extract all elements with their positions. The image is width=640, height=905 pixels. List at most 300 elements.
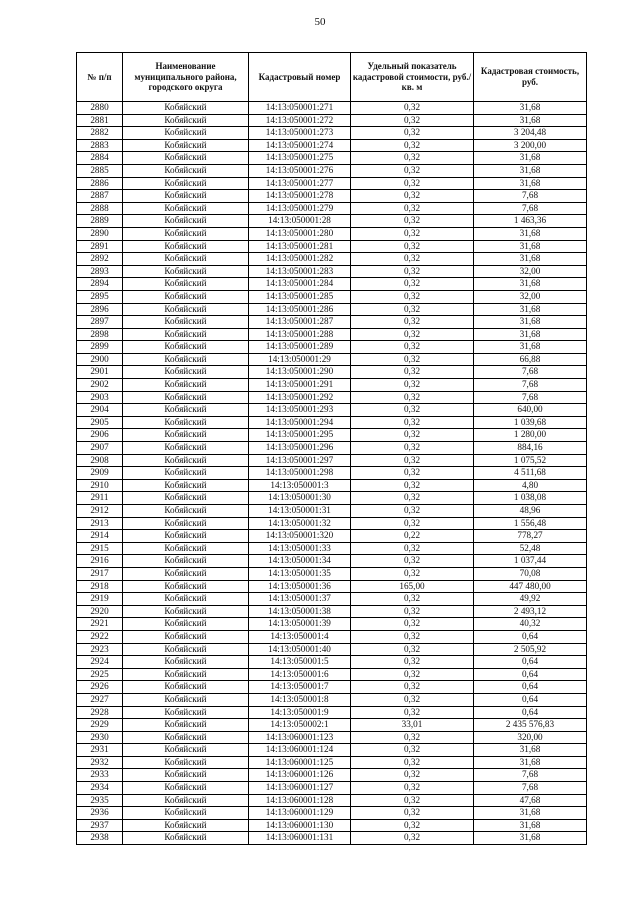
cadastral-value-cell: 31,68 [474, 102, 587, 115]
district-cell: Кобяйский [123, 190, 249, 203]
table-row [77, 102, 587, 115]
table-row [77, 605, 587, 618]
specific-value-cell: 0,32 [351, 731, 474, 744]
row-number-cell: 2913 [77, 517, 123, 530]
table-row [77, 492, 587, 505]
specific-value-cell: 0,32 [351, 290, 474, 303]
cadastral-value-cell: 3 200,00 [474, 139, 587, 152]
row-number-cell: 2903 [77, 391, 123, 404]
cadastral-value-cell: 48,96 [474, 505, 587, 518]
table-row [77, 819, 587, 832]
specific-value-cell: 0,32 [351, 202, 474, 215]
district-cell: Кобяйский [123, 353, 249, 366]
table-row [77, 202, 587, 215]
district-cell: Кобяйский [123, 102, 249, 115]
cadastral-number-cell: 14:13:050001:6 [249, 668, 351, 681]
cadastral-number-cell: 14:13:050001:292 [249, 391, 351, 404]
cadastral-value-cell: 31,68 [474, 756, 587, 769]
cadastral-value-cell: 0,64 [474, 668, 587, 681]
cadastral-number-cell: 14:13:050001:297 [249, 454, 351, 467]
cadastral-number-cell: 14:13:050001:282 [249, 253, 351, 266]
table-row [77, 341, 587, 354]
cadastral-number-cell: 14:13:060001:129 [249, 807, 351, 820]
district-cell: Кобяйский [123, 492, 249, 505]
cadastral-value-cell: 32,00 [474, 290, 587, 303]
specific-value-cell: 0,32 [351, 807, 474, 820]
cadastral-number-cell: 14:13:050001:8 [249, 693, 351, 706]
header-district: Наименование муниципального района, городского округа [123, 53, 249, 102]
table-row [77, 227, 587, 240]
district-cell: Кобяйский [123, 731, 249, 744]
cadastral-value-cell: 31,68 [474, 227, 587, 240]
cadastral-value-cell: 447 480,00 [474, 580, 587, 593]
row-number-cell: 2885 [77, 164, 123, 177]
table-row [77, 290, 587, 303]
district-cell: Кобяйский [123, 164, 249, 177]
table-row [77, 164, 587, 177]
district-cell: Кобяйский [123, 819, 249, 832]
cadastral-value-cell: 0,64 [474, 706, 587, 719]
row-number-cell: 2921 [77, 618, 123, 631]
district-cell: Кобяйский [123, 756, 249, 769]
specific-value-cell: 0,32 [351, 832, 474, 845]
specific-value-cell: 0,32 [351, 215, 474, 228]
specific-value-cell: 0,32 [351, 416, 474, 429]
table-row [77, 114, 587, 127]
specific-value-cell: 0,32 [351, 744, 474, 757]
cadastral-number-cell: 14:13:050001:33 [249, 542, 351, 555]
cadastral-number-cell: 14:13:050001:291 [249, 379, 351, 392]
row-number-cell: 2892 [77, 253, 123, 266]
cadastral-value-cell: 31,68 [474, 164, 587, 177]
specific-value-cell: 0,32 [351, 567, 474, 580]
cadastral-number-cell: 14:13:050001:3 [249, 479, 351, 492]
row-number-cell: 2887 [77, 190, 123, 203]
cadastral-number-cell: 14:13:050001:5 [249, 656, 351, 669]
specific-value-cell: 0,32 [351, 341, 474, 354]
specific-value-cell: 0,32 [351, 404, 474, 417]
district-cell: Кобяйский [123, 517, 249, 530]
cadastral-number-cell: 14:13:050001:295 [249, 429, 351, 442]
specific-value-cell: 0,32 [351, 190, 474, 203]
table-row [77, 794, 587, 807]
specific-value-cell: 0,32 [351, 454, 474, 467]
specific-value-cell: 0,32 [351, 278, 474, 291]
cadastral-number-cell: 14:13:050001:276 [249, 164, 351, 177]
table-row [77, 542, 587, 555]
row-number-cell: 2895 [77, 290, 123, 303]
district-cell: Кобяйский [123, 429, 249, 442]
district-cell: Кобяйский [123, 379, 249, 392]
row-number-cell: 2884 [77, 152, 123, 165]
row-number-cell: 2881 [77, 114, 123, 127]
cadastral-value-cell: 1 038,08 [474, 492, 587, 505]
table-row [77, 505, 587, 518]
district-cell: Кобяйский [123, 404, 249, 417]
cadastral-number-cell: 14:13:050001:294 [249, 416, 351, 429]
table-row [77, 442, 587, 455]
cadastral-value-cell: 32,00 [474, 265, 587, 278]
specific-value-cell: 0,32 [351, 505, 474, 518]
cadastral-number-cell: 14:13:050001:273 [249, 127, 351, 140]
district-cell: Кобяйский [123, 240, 249, 253]
cadastral-number-cell: 14:13:050001:283 [249, 265, 351, 278]
specific-value-cell: 0,32 [351, 366, 474, 379]
district-cell: Кобяйский [123, 643, 249, 656]
cadastral-number-cell: 14:13:050001:290 [249, 366, 351, 379]
district-cell: Кобяйский [123, 567, 249, 580]
cadastral-value-cell: 1 280,00 [474, 429, 587, 442]
district-cell: Кобяйский [123, 139, 249, 152]
specific-value-cell: 0,32 [351, 152, 474, 165]
row-number-cell: 2933 [77, 769, 123, 782]
row-number-cell: 2922 [77, 630, 123, 643]
row-number-cell: 2923 [77, 643, 123, 656]
cadastral-value-cell: 31,68 [474, 253, 587, 266]
cadastral-value-cell: 52,48 [474, 542, 587, 555]
specific-value-cell: 0,32 [351, 618, 474, 631]
table-row [77, 719, 587, 732]
row-number-cell: 2909 [77, 467, 123, 480]
row-number-cell: 2916 [77, 555, 123, 568]
cadastral-number-cell: 14:13:050001:39 [249, 618, 351, 631]
row-number-cell: 2905 [77, 416, 123, 429]
specific-value-cell: 0,32 [351, 605, 474, 618]
specific-value-cell: 0,32 [351, 429, 474, 442]
row-number-cell: 2929 [77, 719, 123, 732]
district-cell: Кобяйский [123, 215, 249, 228]
table-row [77, 215, 587, 228]
district-cell: Кобяйский [123, 807, 249, 820]
table-row [77, 353, 587, 366]
table-row [77, 756, 587, 769]
row-number-cell: 2932 [77, 756, 123, 769]
specific-value-cell: 0,32 [351, 555, 474, 568]
cadastral-value-cell: 2 493,12 [474, 605, 587, 618]
specific-value-cell: 0,32 [351, 316, 474, 329]
cadastral-value-cell: 0,64 [474, 693, 587, 706]
cadastral-number-cell: 14:13:060001:127 [249, 782, 351, 795]
row-number-cell: 2915 [77, 542, 123, 555]
specific-value-cell: 0,32 [351, 102, 474, 115]
specific-value-cell: 0,32 [351, 353, 474, 366]
cadastral-number-cell: 14:13:050001:298 [249, 467, 351, 480]
row-number-cell: 2891 [77, 240, 123, 253]
specific-value-cell: 0,32 [351, 391, 474, 404]
district-cell: Кобяйский [123, 328, 249, 341]
cadastral-value-table [76, 52, 587, 845]
row-number-cell: 2938 [77, 832, 123, 845]
table-row [77, 429, 587, 442]
row-number-cell: 2917 [77, 567, 123, 580]
district-cell: Кобяйский [123, 782, 249, 795]
specific-value-cell: 0,32 [351, 253, 474, 266]
cadastral-number-cell: 14:13:050001:31 [249, 505, 351, 518]
specific-value-cell: 0,32 [351, 442, 474, 455]
district-cell: Кобяйский [123, 542, 249, 555]
cadastral-number-cell: 14:13:050001:286 [249, 303, 351, 316]
specific-value-cell: 0,32 [351, 328, 474, 341]
table-row [77, 366, 587, 379]
specific-value-cell: 0,32 [351, 668, 474, 681]
cadastral-number-cell: 14:13:050001:280 [249, 227, 351, 240]
district-cell: Кобяйский [123, 706, 249, 719]
table-row [77, 316, 587, 329]
district-cell: Кобяйский [123, 442, 249, 455]
cadastral-number-cell: 14:13:050001:296 [249, 442, 351, 455]
cadastral-number-cell: 14:13:050002:1 [249, 719, 351, 732]
specific-value-cell: 0,32 [351, 177, 474, 190]
row-number-cell: 2911 [77, 492, 123, 505]
cadastral-value-cell: 31,68 [474, 240, 587, 253]
row-number-cell: 2912 [77, 505, 123, 518]
table-row [77, 580, 587, 593]
district-cell: Кобяйский [123, 530, 249, 543]
specific-value-cell: 0,22 [351, 530, 474, 543]
specific-value-cell: 0,32 [351, 782, 474, 795]
cadastral-value-cell: 31,68 [474, 341, 587, 354]
cadastral-number-cell: 14:13:050001:40 [249, 643, 351, 656]
page-number: 50 [314, 16, 326, 28]
district-cell: Кобяйский [123, 152, 249, 165]
table-row [77, 782, 587, 795]
cadastral-number-cell: 14:13:060001:125 [249, 756, 351, 769]
cadastral-number-cell: 14:13:050001:7 [249, 681, 351, 694]
cadastral-value-cell: 7,68 [474, 190, 587, 203]
district-cell: Кобяйский [123, 416, 249, 429]
cadastral-number-cell: 14:13:050001:277 [249, 177, 351, 190]
district-cell: Кобяйский [123, 127, 249, 140]
cadastral-number-cell: 14:13:060001:124 [249, 744, 351, 757]
cadastral-number-cell: 14:13:050001:289 [249, 341, 351, 354]
district-cell: Кобяйский [123, 693, 249, 706]
district-cell: Кобяйский [123, 202, 249, 215]
specific-value-cell: 0,32 [351, 467, 474, 480]
specific-value-cell: 0,32 [351, 643, 474, 656]
table-row [77, 152, 587, 165]
cadastral-number-cell: 14:13:060001:128 [249, 794, 351, 807]
table-row [77, 693, 587, 706]
row-number-cell: 2896 [77, 303, 123, 316]
specific-value-cell: 0,32 [351, 656, 474, 669]
cadastral-value-cell: 31,68 [474, 303, 587, 316]
row-number-cell: 2937 [77, 819, 123, 832]
cadastral-value-cell: 320,00 [474, 731, 587, 744]
cadastral-number-cell: 14:13:050001:37 [249, 593, 351, 606]
row-number-cell: 2918 [77, 580, 123, 593]
specific-value-cell: 165,00 [351, 580, 474, 593]
specific-value-cell: 0,32 [351, 819, 474, 832]
cadastral-value-cell: 31,68 [474, 819, 587, 832]
district-cell: Кобяйский [123, 265, 249, 278]
cadastral-value-cell: 31,68 [474, 278, 587, 291]
cadastral-number-cell: 14:13:050001:35 [249, 567, 351, 580]
cadastral-number-cell: 14:13:050001:278 [249, 190, 351, 203]
table-row [77, 479, 587, 492]
district-cell: Кобяйский [123, 278, 249, 291]
cadastral-number-cell: 14:13:050001:30 [249, 492, 351, 505]
table-row [77, 391, 587, 404]
district-cell: Кобяйский [123, 769, 249, 782]
cadastral-number-cell: 14:13:050001:9 [249, 706, 351, 719]
row-number-cell: 2888 [77, 202, 123, 215]
district-cell: Кобяйский [123, 366, 249, 379]
cadastral-value-cell: 7,68 [474, 366, 587, 379]
cadastral-number-cell: 14:13:050001:4 [249, 630, 351, 643]
specific-value-cell: 0,32 [351, 139, 474, 152]
district-cell: Кобяйский [123, 593, 249, 606]
cadastral-value-cell: 1 037,44 [474, 555, 587, 568]
cadastral-number-cell: 14:13:050001:32 [249, 517, 351, 530]
cadastral-number-cell: 14:13:050001:28 [249, 215, 351, 228]
district-cell: Кобяйский [123, 794, 249, 807]
table-row [77, 593, 587, 606]
cadastral-number-cell: 14:13:050001:275 [249, 152, 351, 165]
district-cell: Кобяйский [123, 668, 249, 681]
row-number-cell: 2919 [77, 593, 123, 606]
district-cell: Кобяйский [123, 605, 249, 618]
cadastral-number-cell: 14:13:050001:274 [249, 139, 351, 152]
district-cell: Кобяйский [123, 630, 249, 643]
district-cell: Кобяйский [123, 391, 249, 404]
district-cell: Кобяйский [123, 177, 249, 190]
cadastral-value-cell: 7,68 [474, 769, 587, 782]
table-row [77, 177, 587, 190]
cadastral-value-cell: 1 556,48 [474, 517, 587, 530]
row-number-cell: 2900 [77, 353, 123, 366]
specific-value-cell: 0,32 [351, 114, 474, 127]
table-row [77, 744, 587, 757]
cadastral-value-cell: 1 463,36 [474, 215, 587, 228]
cadastral-value-cell: 7,68 [474, 202, 587, 215]
table-header [77, 53, 587, 102]
cadastral-number-cell: 14:13:050001:279 [249, 202, 351, 215]
cadastral-number-cell: 14:13:050001:272 [249, 114, 351, 127]
header-specific-value: Удельный показатель кадастровой стоимости, руб./кв. м [351, 53, 474, 102]
cadastral-number-cell: 14:13:060001:123 [249, 731, 351, 744]
specific-value-cell: 0,32 [351, 630, 474, 643]
specific-value-cell: 0,32 [351, 693, 474, 706]
table-row [77, 240, 587, 253]
cadastral-value-cell: 0,64 [474, 656, 587, 669]
district-cell: Кобяйский [123, 832, 249, 845]
specific-value-cell: 0,32 [351, 227, 474, 240]
row-number-cell: 2907 [77, 442, 123, 455]
cadastral-number-cell: 14:13:050001:320 [249, 530, 351, 543]
table-row [77, 416, 587, 429]
row-number-cell: 2906 [77, 429, 123, 442]
cadastral-value-cell: 31,68 [474, 744, 587, 757]
district-cell: Кобяйский [123, 303, 249, 316]
specific-value-cell: 0,32 [351, 240, 474, 253]
cadastral-number-cell: 14:13:050001:29 [249, 353, 351, 366]
district-cell: Кобяйский [123, 555, 249, 568]
row-number-cell: 2920 [77, 605, 123, 618]
cadastral-value-cell: 40,32 [474, 618, 587, 631]
cadastral-value-cell: 7,68 [474, 391, 587, 404]
cadastral-value-cell: 31,68 [474, 316, 587, 329]
district-cell: Кобяйский [123, 114, 249, 127]
cadastral-number-cell: 14:13:050001:284 [249, 278, 351, 291]
cadastral-value-cell: 31,68 [474, 807, 587, 820]
cadastral-value-cell: 66,88 [474, 353, 587, 366]
cadastral-number-cell: 14:13:060001:126 [249, 769, 351, 782]
row-number-cell: 2882 [77, 127, 123, 140]
table-row [77, 643, 587, 656]
cadastral-value-cell: 4 511,68 [474, 467, 587, 480]
cadastral-value-cell: 47,68 [474, 794, 587, 807]
cadastral-value-cell: 31,68 [474, 328, 587, 341]
district-cell: Кобяйский [123, 719, 249, 732]
specific-value-cell: 0,32 [351, 379, 474, 392]
specific-value-cell: 0,32 [351, 542, 474, 555]
row-number-cell: 2914 [77, 530, 123, 543]
cadastral-value-cell: 31,68 [474, 114, 587, 127]
specific-value-cell: 0,32 [351, 517, 474, 530]
row-number-cell: 2880 [77, 102, 123, 115]
district-cell: Кобяйский [123, 467, 249, 480]
cadastral-value-cell: 7,68 [474, 379, 587, 392]
row-number-cell: 2898 [77, 328, 123, 341]
district-cell: Кобяйский [123, 316, 249, 329]
cadastral-value-cell: 7,68 [474, 782, 587, 795]
table-row [77, 253, 587, 266]
table-body [77, 102, 587, 845]
table-row [77, 668, 587, 681]
table-row [77, 630, 587, 643]
row-number-cell: 2928 [77, 706, 123, 719]
table-row [77, 706, 587, 719]
specific-value-cell: 0,32 [351, 492, 474, 505]
district-cell: Кобяйский [123, 656, 249, 669]
table-row [77, 454, 587, 467]
table-row [77, 404, 587, 417]
row-number-cell: 2890 [77, 227, 123, 240]
cadastral-value-cell: 1 039,68 [474, 416, 587, 429]
cadastral-value-cell: 31,68 [474, 832, 587, 845]
specific-value-cell: 0,32 [351, 479, 474, 492]
cadastral-number-cell: 14:13:050001:288 [249, 328, 351, 341]
table-row [77, 832, 587, 845]
table-row [77, 530, 587, 543]
cadastral-value-cell: 2 435 576,83 [474, 719, 587, 732]
row-number-cell: 2899 [77, 341, 123, 354]
cadastral-number-cell: 14:13:050001:293 [249, 404, 351, 417]
row-number-cell: 2897 [77, 316, 123, 329]
cadastral-value-cell: 31,68 [474, 152, 587, 165]
row-number-cell: 2926 [77, 681, 123, 694]
cadastral-number-cell: 14:13:050001:36 [249, 580, 351, 593]
table-row [77, 303, 587, 316]
table-row [77, 328, 587, 341]
table-row [77, 807, 587, 820]
cadastral-value-cell: 70,08 [474, 567, 587, 580]
specific-value-cell: 0,32 [351, 706, 474, 719]
header-row [77, 53, 587, 102]
specific-value-cell: 0,32 [351, 127, 474, 140]
cadastral-value-cell: 778,27 [474, 530, 587, 543]
district-cell: Кобяйский [123, 290, 249, 303]
row-number-cell: 2902 [77, 379, 123, 392]
specific-value-cell: 0,32 [351, 164, 474, 177]
district-cell: Кобяйский [123, 744, 249, 757]
row-number-cell: 2889 [77, 215, 123, 228]
row-number-cell: 2883 [77, 139, 123, 152]
cadastral-number-cell: 14:13:050001:281 [249, 240, 351, 253]
row-number-cell: 2925 [77, 668, 123, 681]
row-number-cell: 2935 [77, 794, 123, 807]
row-number-cell: 2927 [77, 693, 123, 706]
